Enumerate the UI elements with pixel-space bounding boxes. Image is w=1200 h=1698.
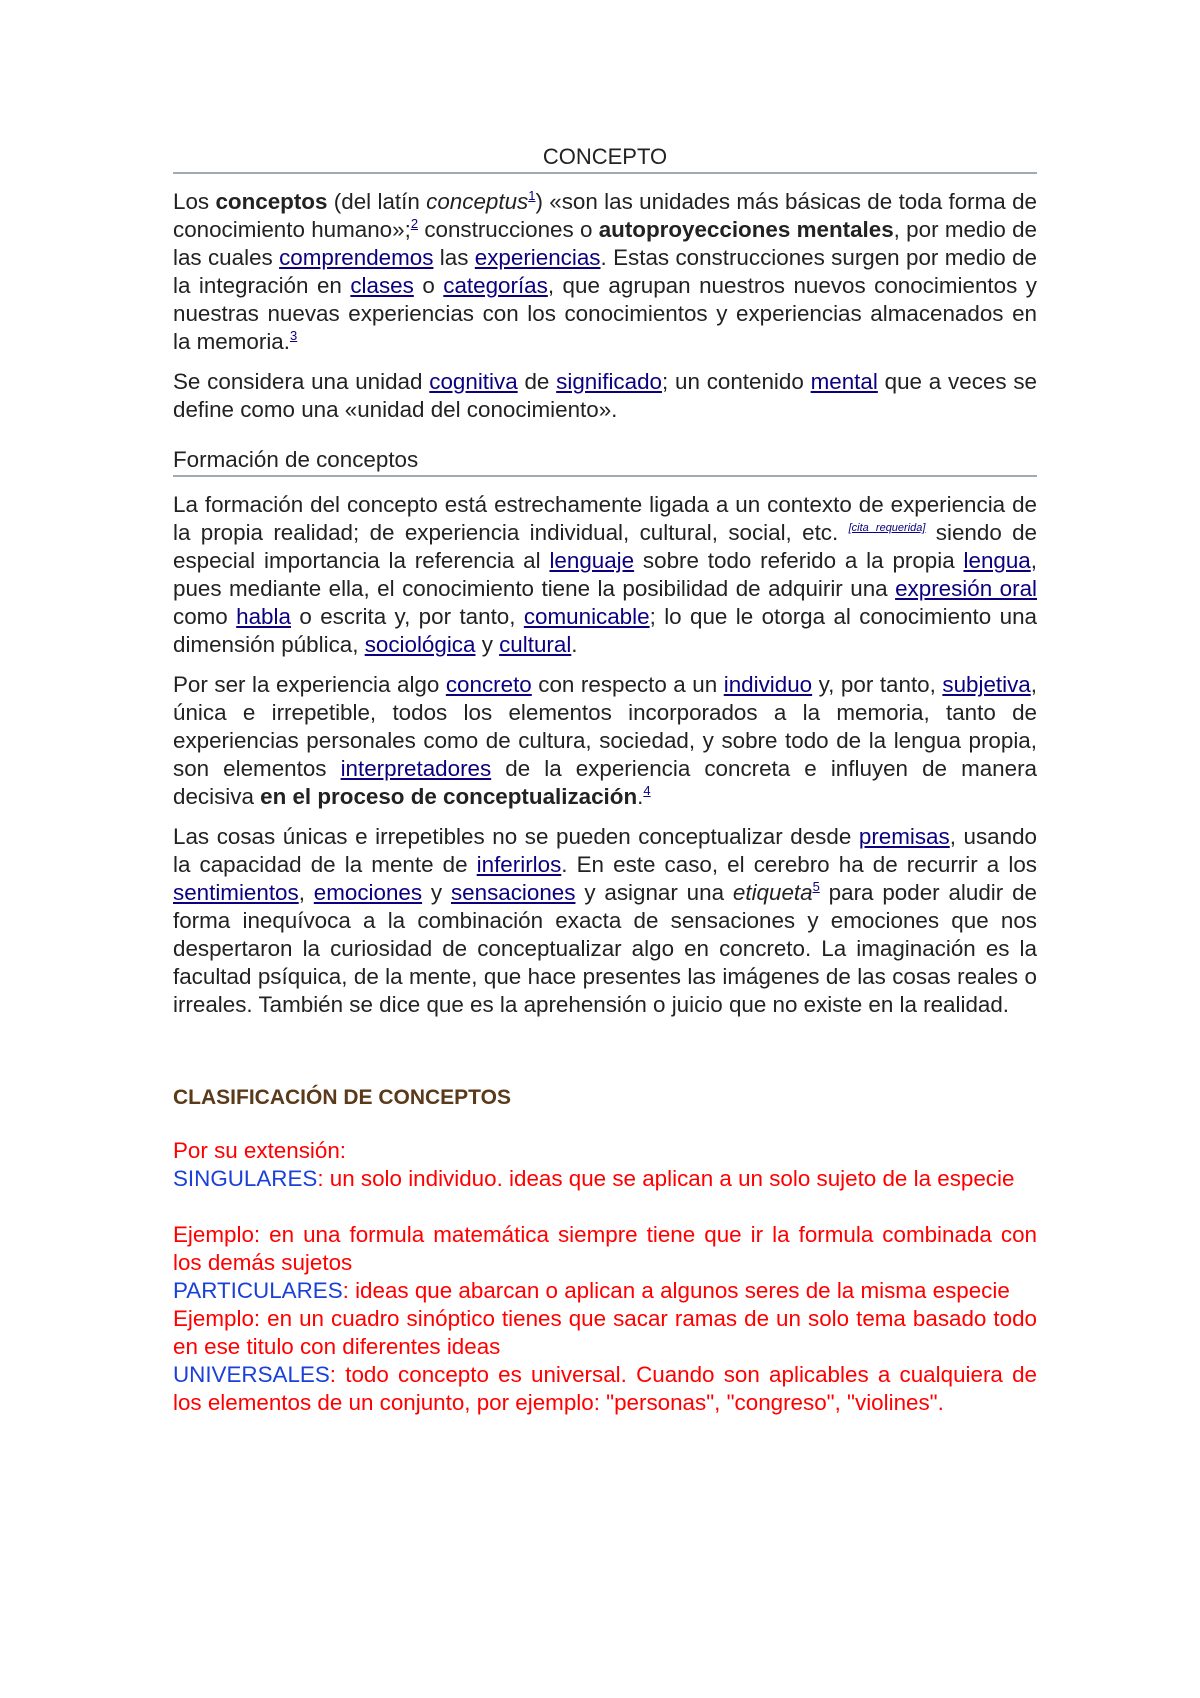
text: , que agrupan nuestros nuevos conocimientos y nuestras nuevas experiencias con los conocimientos y experiencias almacenados en la memoria. (173, 273, 1037, 354)
link-cultural[interactable]: cultural (499, 632, 572, 657)
link-subjetiva[interactable]: subjetiva (942, 672, 1031, 697)
text: Las cosas únicas e irrepetibles no se pueden conceptualizar desde (173, 824, 859, 849)
link-experiencias[interactable]: experiencias (474, 245, 601, 270)
example-2: Ejemplo: en un cuadro sinóptico tienes que sacar ramas de un solo tema basado todo en ese titulo con diferentes ideas (173, 1306, 1037, 1359)
text: y asignar una (575, 880, 733, 905)
text: : un solo individuo. ideas que se aplican a un solo sujeto de la especie (317, 1166, 1015, 1191)
text: Se considera una unidad (173, 369, 430, 394)
text: : todo concepto es universal. Cuando son aplicables a cualquiera de los elementos de un conjunto, por ejemplo: "personas", "congreso", "violines". (173, 1362, 1037, 1415)
text: o escrita y, por tanto, (290, 604, 524, 629)
footnote-link-3[interactable]: 3 (289, 328, 298, 343)
text: , pues mediante ella, el conocimiento tiene la posibilidad de adquirir una (173, 548, 1037, 601)
text: las (433, 245, 475, 270)
link-expresion-oral[interactable]: expresión oral (895, 576, 1037, 601)
link-lengua[interactable]: lengua (963, 548, 1031, 573)
section-heading-formacion: Formación de conceptos (173, 447, 1037, 477)
text: , (298, 880, 314, 905)
particulares-definition (173, 1277, 1037, 1305)
text: ; un contenido (661, 369, 811, 394)
link-habla[interactable]: habla (236, 604, 291, 629)
link-comprendemos[interactable]: comprendemos (279, 245, 434, 270)
text: ) «son las unidades más básicas de toda forma de conocimiento humano»; (173, 189, 1037, 242)
classification-heading: CLASIFICACIÓN DE CONCEPTOS (173, 1086, 511, 1109)
text: y (475, 632, 500, 657)
text: : ideas que abarcan o aplican a algunos seres de la misma especie (342, 1278, 1010, 1303)
text: . (571, 632, 578, 657)
link-lenguaje[interactable]: lenguaje (549, 548, 635, 573)
text: de la experiencia concreta e influyen de manera decisiva (173, 756, 1037, 809)
bold-phrase-conceptualizacion: en el proceso de conceptualización (260, 784, 638, 809)
text: Por ser la experiencia algo (173, 672, 446, 697)
text: o (413, 273, 444, 298)
paragraph-definition (173, 188, 1037, 356)
paragraph-cosas-unicas (173, 823, 1037, 1019)
text: ; lo que le otorga al conocimiento una dimensión pública, (173, 604, 1037, 657)
link-inferirlos[interactable]: inferirlos (476, 852, 562, 877)
text: . En este caso, el cerebro ha de recurrir a los (561, 852, 1037, 877)
footnote-link-2[interactable]: 2 (410, 216, 419, 231)
text: sobre todo referido a la propia (634, 548, 964, 573)
footnote-link-4[interactable]: 4 (643, 783, 651, 798)
link-sociologica[interactable]: sociológica (364, 632, 476, 657)
link-premisas[interactable]: premisas (858, 824, 950, 849)
link-individuo[interactable]: individuo (723, 672, 813, 697)
blank-line (173, 1193, 1037, 1221)
text: para poder aludir de forma inequívoca a la combinación exacta de sensaciones y emociones que nos despertaron la curiosidad de conceptualizar algo en concreto. La imaginación es la facultad psíquica, de la mente, que hace presentes las imágenes de las cosas reales o irreales. También se dice que es la aprehensión o juicio que no existe en la realidad. (173, 880, 1037, 1017)
term-particulares: PARTICULARES (173, 1278, 343, 1303)
link-concreto[interactable]: concreto (445, 672, 532, 697)
bold-term-conceptos: conceptos (215, 189, 328, 214)
text: . Estas construcciones surgen por medio de la integración en (173, 245, 1037, 298)
link-emociones[interactable]: emociones (313, 880, 423, 905)
link-interpretadores[interactable]: interpretadores (340, 756, 492, 781)
footnote-link-5[interactable]: 5 (812, 879, 820, 894)
text: y, por tanto, (812, 672, 943, 697)
extension-label: Por su extensión: (173, 1138, 347, 1163)
bold-term-autoproyecciones: autoproyecciones mentales (598, 217, 894, 242)
link-comunicable[interactable]: comunicable (523, 604, 650, 629)
link-clases[interactable]: clases (350, 273, 414, 298)
example-1: Ejemplo: en una formula matemática siempre tiene que ir la formula combinada con los demás sujetos (173, 1222, 1037, 1275)
document-page (173, 144, 1037, 1417)
text: , única e irrepetible, todos los elementos incorporados a la memoria, tanto de experiencias personales como de cultura, sociedad, y sobre todo de la lengua propia, son elementos (173, 672, 1037, 781)
text: . (637, 784, 644, 809)
text: La formación del concepto está estrechamente ligada a un contexto de experiencia de la propia realidad; de experiencia individual, cultural, social, etc. (173, 492, 1037, 545)
link-categorias[interactable]: categorías (443, 273, 548, 298)
italic-term-etiqueta: etiqueta (732, 880, 813, 905)
text: siendo de especial importancia la referencia al (173, 520, 1038, 573)
text: (del latín (327, 189, 427, 214)
italic-term-conceptus: conceptus (426, 189, 529, 214)
paragraph-unit (173, 368, 1037, 424)
link-cognitiva[interactable]: cognitiva (429, 369, 518, 394)
text: , por medio de las cuales (173, 217, 1037, 270)
text: con respecto a un (531, 672, 724, 697)
paragraph-experiencia (173, 671, 1037, 811)
text: que a veces se define como una «unidad del conocimiento». (173, 369, 1037, 422)
text: y (422, 880, 451, 905)
citation-needed-link[interactable]: [cita requerida] (848, 522, 926, 534)
universales-definition (173, 1361, 1037, 1417)
term-singulares: SINGULARES (173, 1166, 318, 1191)
link-sentimientos[interactable]: sentimientos (173, 880, 299, 905)
link-mental[interactable]: mental (810, 369, 878, 394)
singulares-definition (173, 1165, 1037, 1193)
text: de (517, 369, 557, 394)
text: como (173, 604, 237, 629)
paragraph-formacion (173, 491, 1037, 659)
text: Los (173, 189, 216, 214)
link-significado[interactable]: significado (556, 369, 662, 394)
document-title: CONCEPTO (173, 144, 1037, 174)
footnote-link-1[interactable]: 1 (528, 188, 536, 203)
link-sensaciones[interactable]: sensaciones (450, 880, 576, 905)
term-universales: UNIVERSALES (173, 1362, 330, 1387)
text: construcciones o (418, 217, 599, 242)
text: , usando la capacidad de la mente de (173, 824, 1037, 877)
